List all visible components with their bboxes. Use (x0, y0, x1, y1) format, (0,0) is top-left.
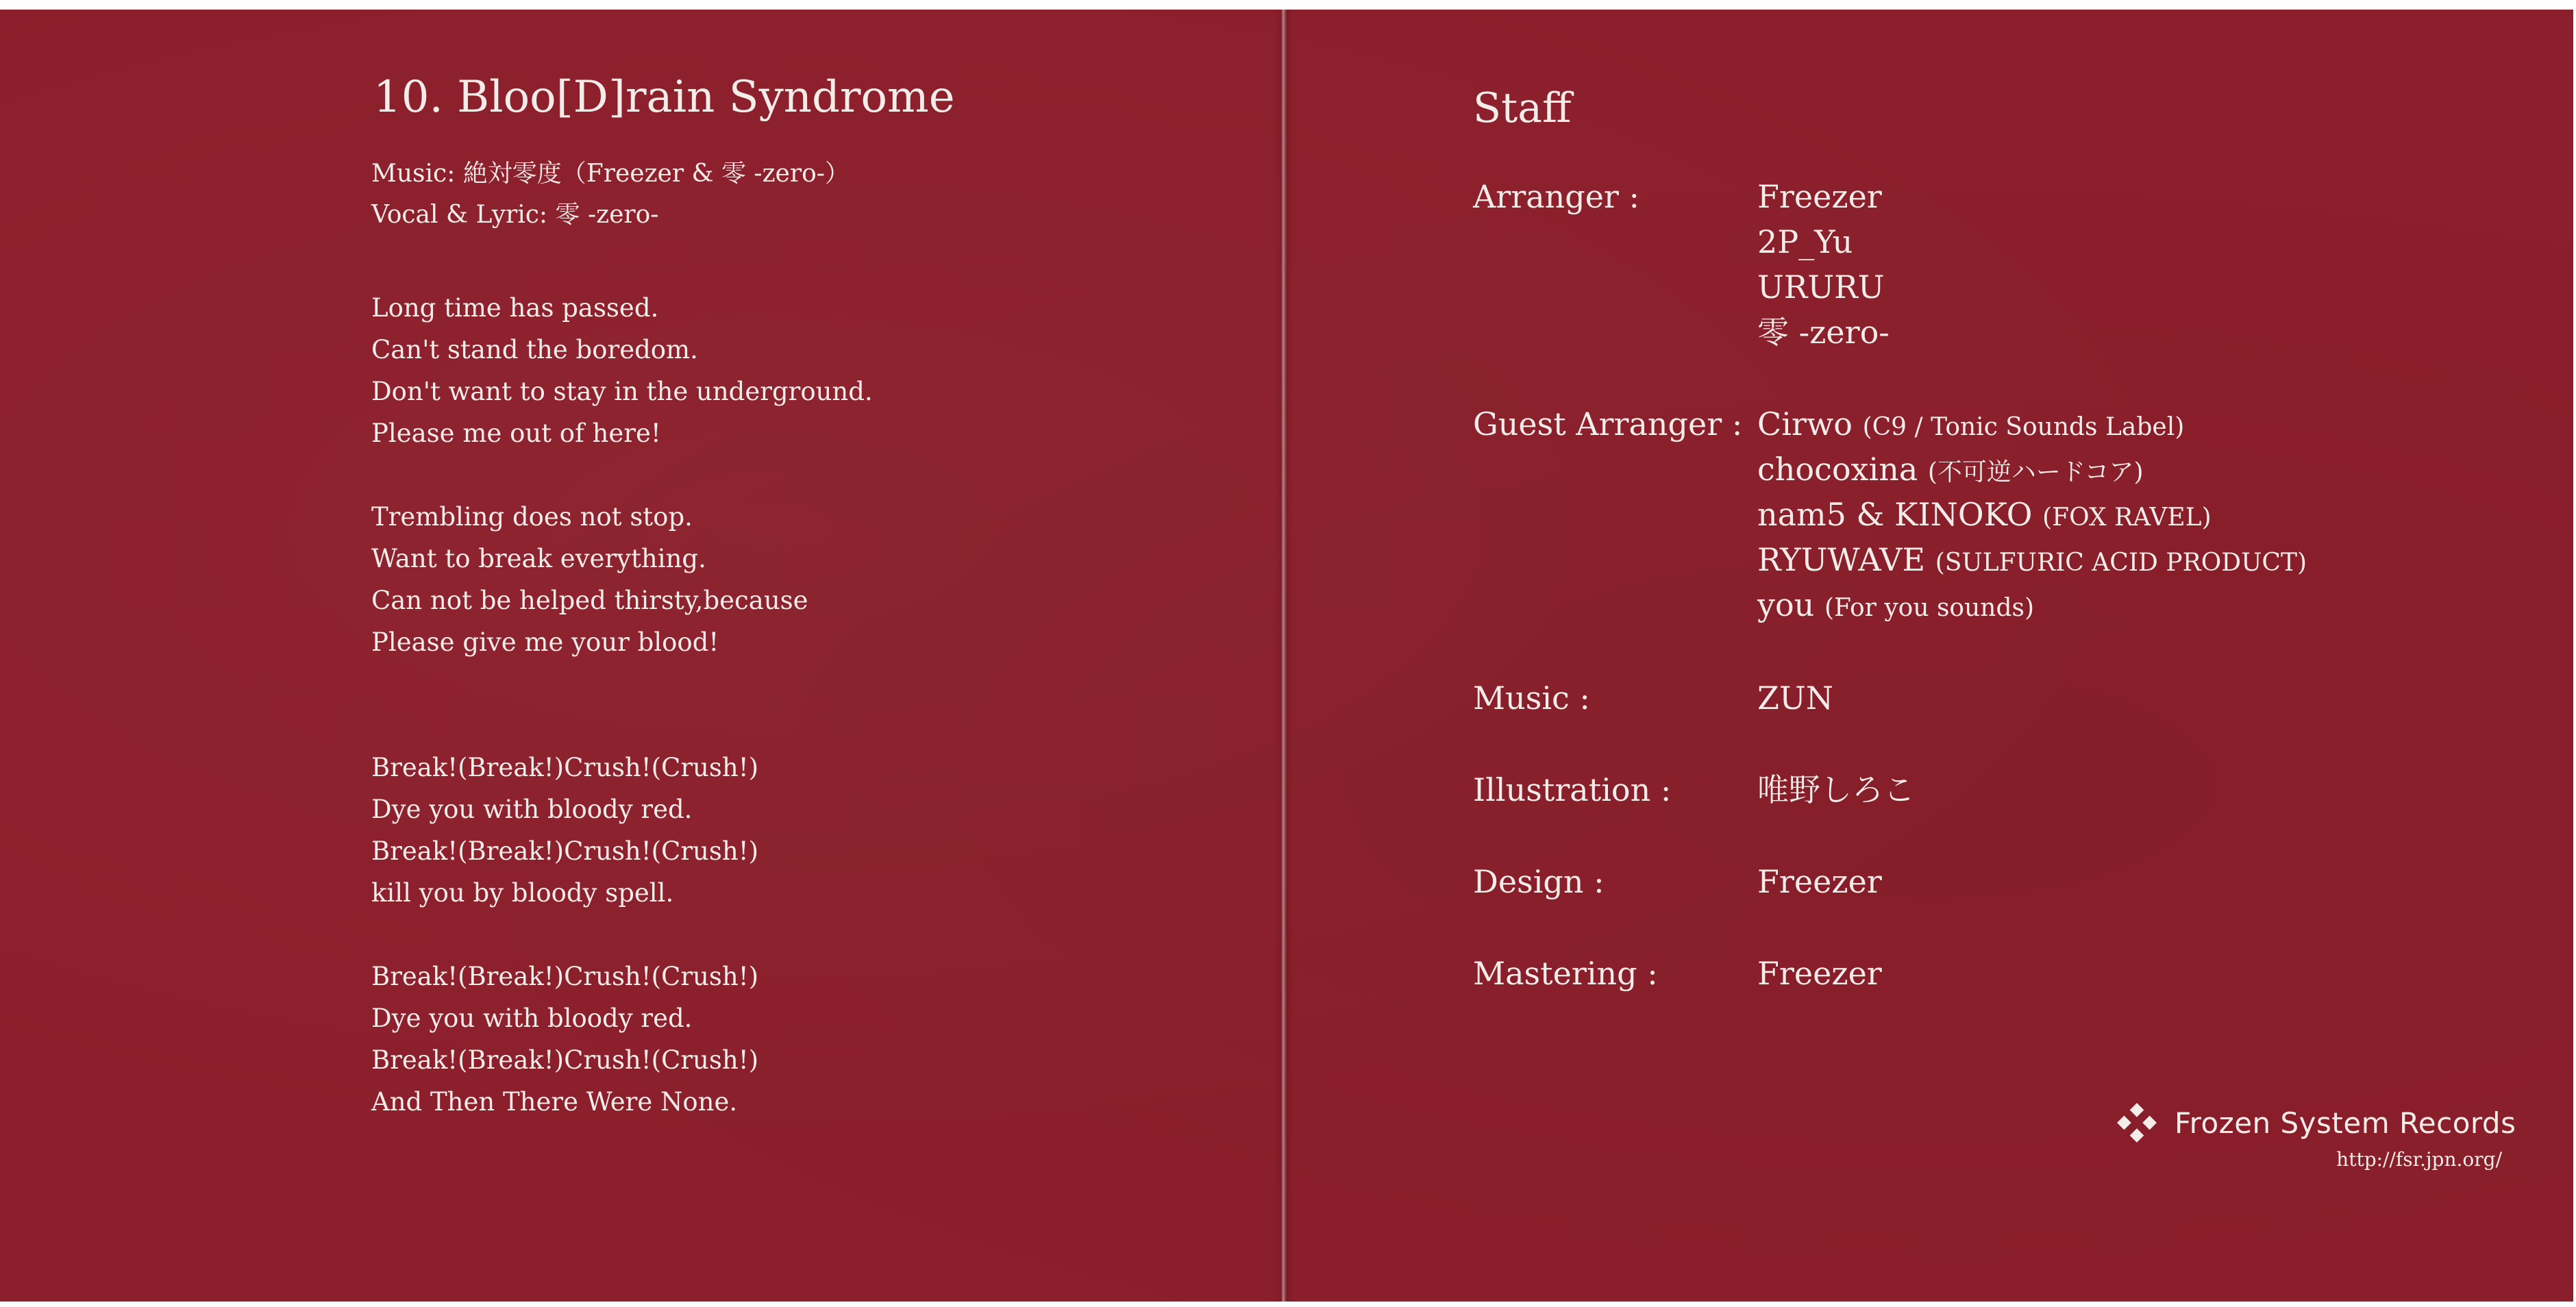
staff-name: Freezer (1757, 178, 1882, 215)
staff-affiliation: (For you sounds) (1824, 594, 2035, 622)
staff-heading: Staff (1473, 84, 1572, 132)
staff-role-label: Design : (1473, 863, 1605, 900)
staff-name: Cirwo (1757, 406, 1853, 443)
stanza-spacer (371, 454, 873, 496)
staff-name: URURU (1757, 269, 1885, 306)
lyric-line: Break!(Break!)Crush!(Crush!) (371, 962, 759, 991)
lyric-line: Break!(Break!)Crush!(Crush!) (371, 753, 759, 782)
music-credit: Music: 絶対零度（Freezer & 零 -zero-） (371, 160, 850, 188)
staff-name-line (1757, 582, 2307, 627)
lyric-line: Please give me your blood! (371, 627, 719, 657)
staff-name: chocoxina (1757, 451, 1918, 488)
staff-name: 2P_Yu (1757, 223, 1853, 260)
song-credits (371, 153, 850, 236)
label-logo (2116, 1099, 2516, 1147)
staff-names (1757, 174, 1890, 355)
lyric-stanza (371, 747, 873, 914)
staff-name-line (1757, 447, 2307, 492)
staff-name-line (1757, 174, 1890, 219)
lyric-line: kill you by bloody spell. (371, 878, 674, 908)
staff-name-line (1757, 951, 1882, 996)
lyric-line: Can't stand the boredom. (371, 335, 698, 364)
staff-name: ZUN (1757, 680, 1833, 717)
staff-name: nam5 & KINOKO (1757, 496, 2033, 533)
staff-name-line (1757, 537, 2307, 582)
staff-name-line (1757, 310, 1890, 355)
lyric-line: Dye you with bloody red. (371, 795, 693, 824)
stanza-spacer (371, 914, 873, 956)
staff-role-label: Guest Arranger : (1473, 406, 1743, 443)
lyric-stanza (371, 287, 873, 454)
lyric-line: Please me out of here! (371, 419, 661, 448)
staff-name: RYUWAVE (1757, 541, 1926, 578)
staff-affiliation: (SULFURIC ACID PRODUCT) (1935, 549, 2307, 577)
lyric-stanza (371, 496, 873, 663)
staff-name: you (1757, 586, 1815, 623)
stanza-spacer (371, 663, 873, 747)
lyrics (371, 287, 873, 1123)
staff-page (1293, 10, 2573, 1302)
center-fold (1274, 10, 1293, 1302)
staff-name-line (1757, 675, 1833, 721)
staff-name-line (1757, 767, 1915, 812)
staff-name: 零 -zero- (1757, 314, 1890, 351)
lyrics-page (0, 10, 1274, 1302)
staff-role-label: Arranger : (1473, 178, 1640, 215)
label-url: http://fsr.jpn.org/ (2336, 1148, 2502, 1171)
staff-name: 唯野しろこ (1757, 771, 1915, 808)
staff-name-line (1757, 219, 1890, 264)
lyric-line: And Then There Were None. (371, 1087, 738, 1117)
lyric-line: Don't want to stay in the underground. (371, 377, 873, 406)
lyric-line: Break!(Break!)Crush!(Crush!) (371, 1045, 759, 1075)
staff-names (1757, 767, 1915, 812)
staff-names (1757, 951, 1882, 996)
lyric-line: Long time has passed. (371, 293, 659, 323)
staff-role-label: Music : (1473, 680, 1590, 717)
lyric-line: Can not be helped thirsty,because (371, 586, 808, 615)
staff-affiliation: (C9 / Tonic Sounds Label) (1862, 413, 2185, 441)
staff-role-label: Illustration : (1473, 771, 1672, 808)
staff-role-label: Mastering : (1473, 955, 1658, 992)
lyric-line: Trembling does not stop. (371, 502, 693, 532)
staff-affiliation: (不可逆ハードコア) (1927, 458, 2144, 486)
four-diamond-logo-icon (2116, 1101, 2158, 1144)
staff-names (1757, 675, 1833, 721)
staff-name-line (1757, 401, 2307, 447)
lyric-line: Want to break everything. (371, 544, 706, 573)
staff-name: Freezer (1757, 955, 1882, 992)
staff-name-line (1757, 859, 1882, 904)
vocal-lyric-credit: Vocal & Lyric: 零 -zero- (371, 201, 659, 229)
label-name: Frozen System Records (2175, 1106, 2516, 1140)
staff-name-line (1757, 492, 2307, 537)
lyric-line: Break!(Break!)Crush!(Crush!) (371, 836, 759, 866)
staff-name-line (1757, 264, 1890, 310)
staff-names (1757, 401, 2307, 627)
staff-affiliation: (FOX RAVEL) (2042, 503, 2212, 532)
lyric-stanza (371, 956, 873, 1123)
booklet-spread (0, 10, 2573, 1302)
staff-name: Freezer (1757, 863, 1882, 900)
staff-names (1757, 859, 1882, 904)
lyric-line: Dye you with bloody red. (371, 1004, 693, 1033)
song-title: 10. Bloo[D]rain Syndrome (373, 72, 955, 123)
